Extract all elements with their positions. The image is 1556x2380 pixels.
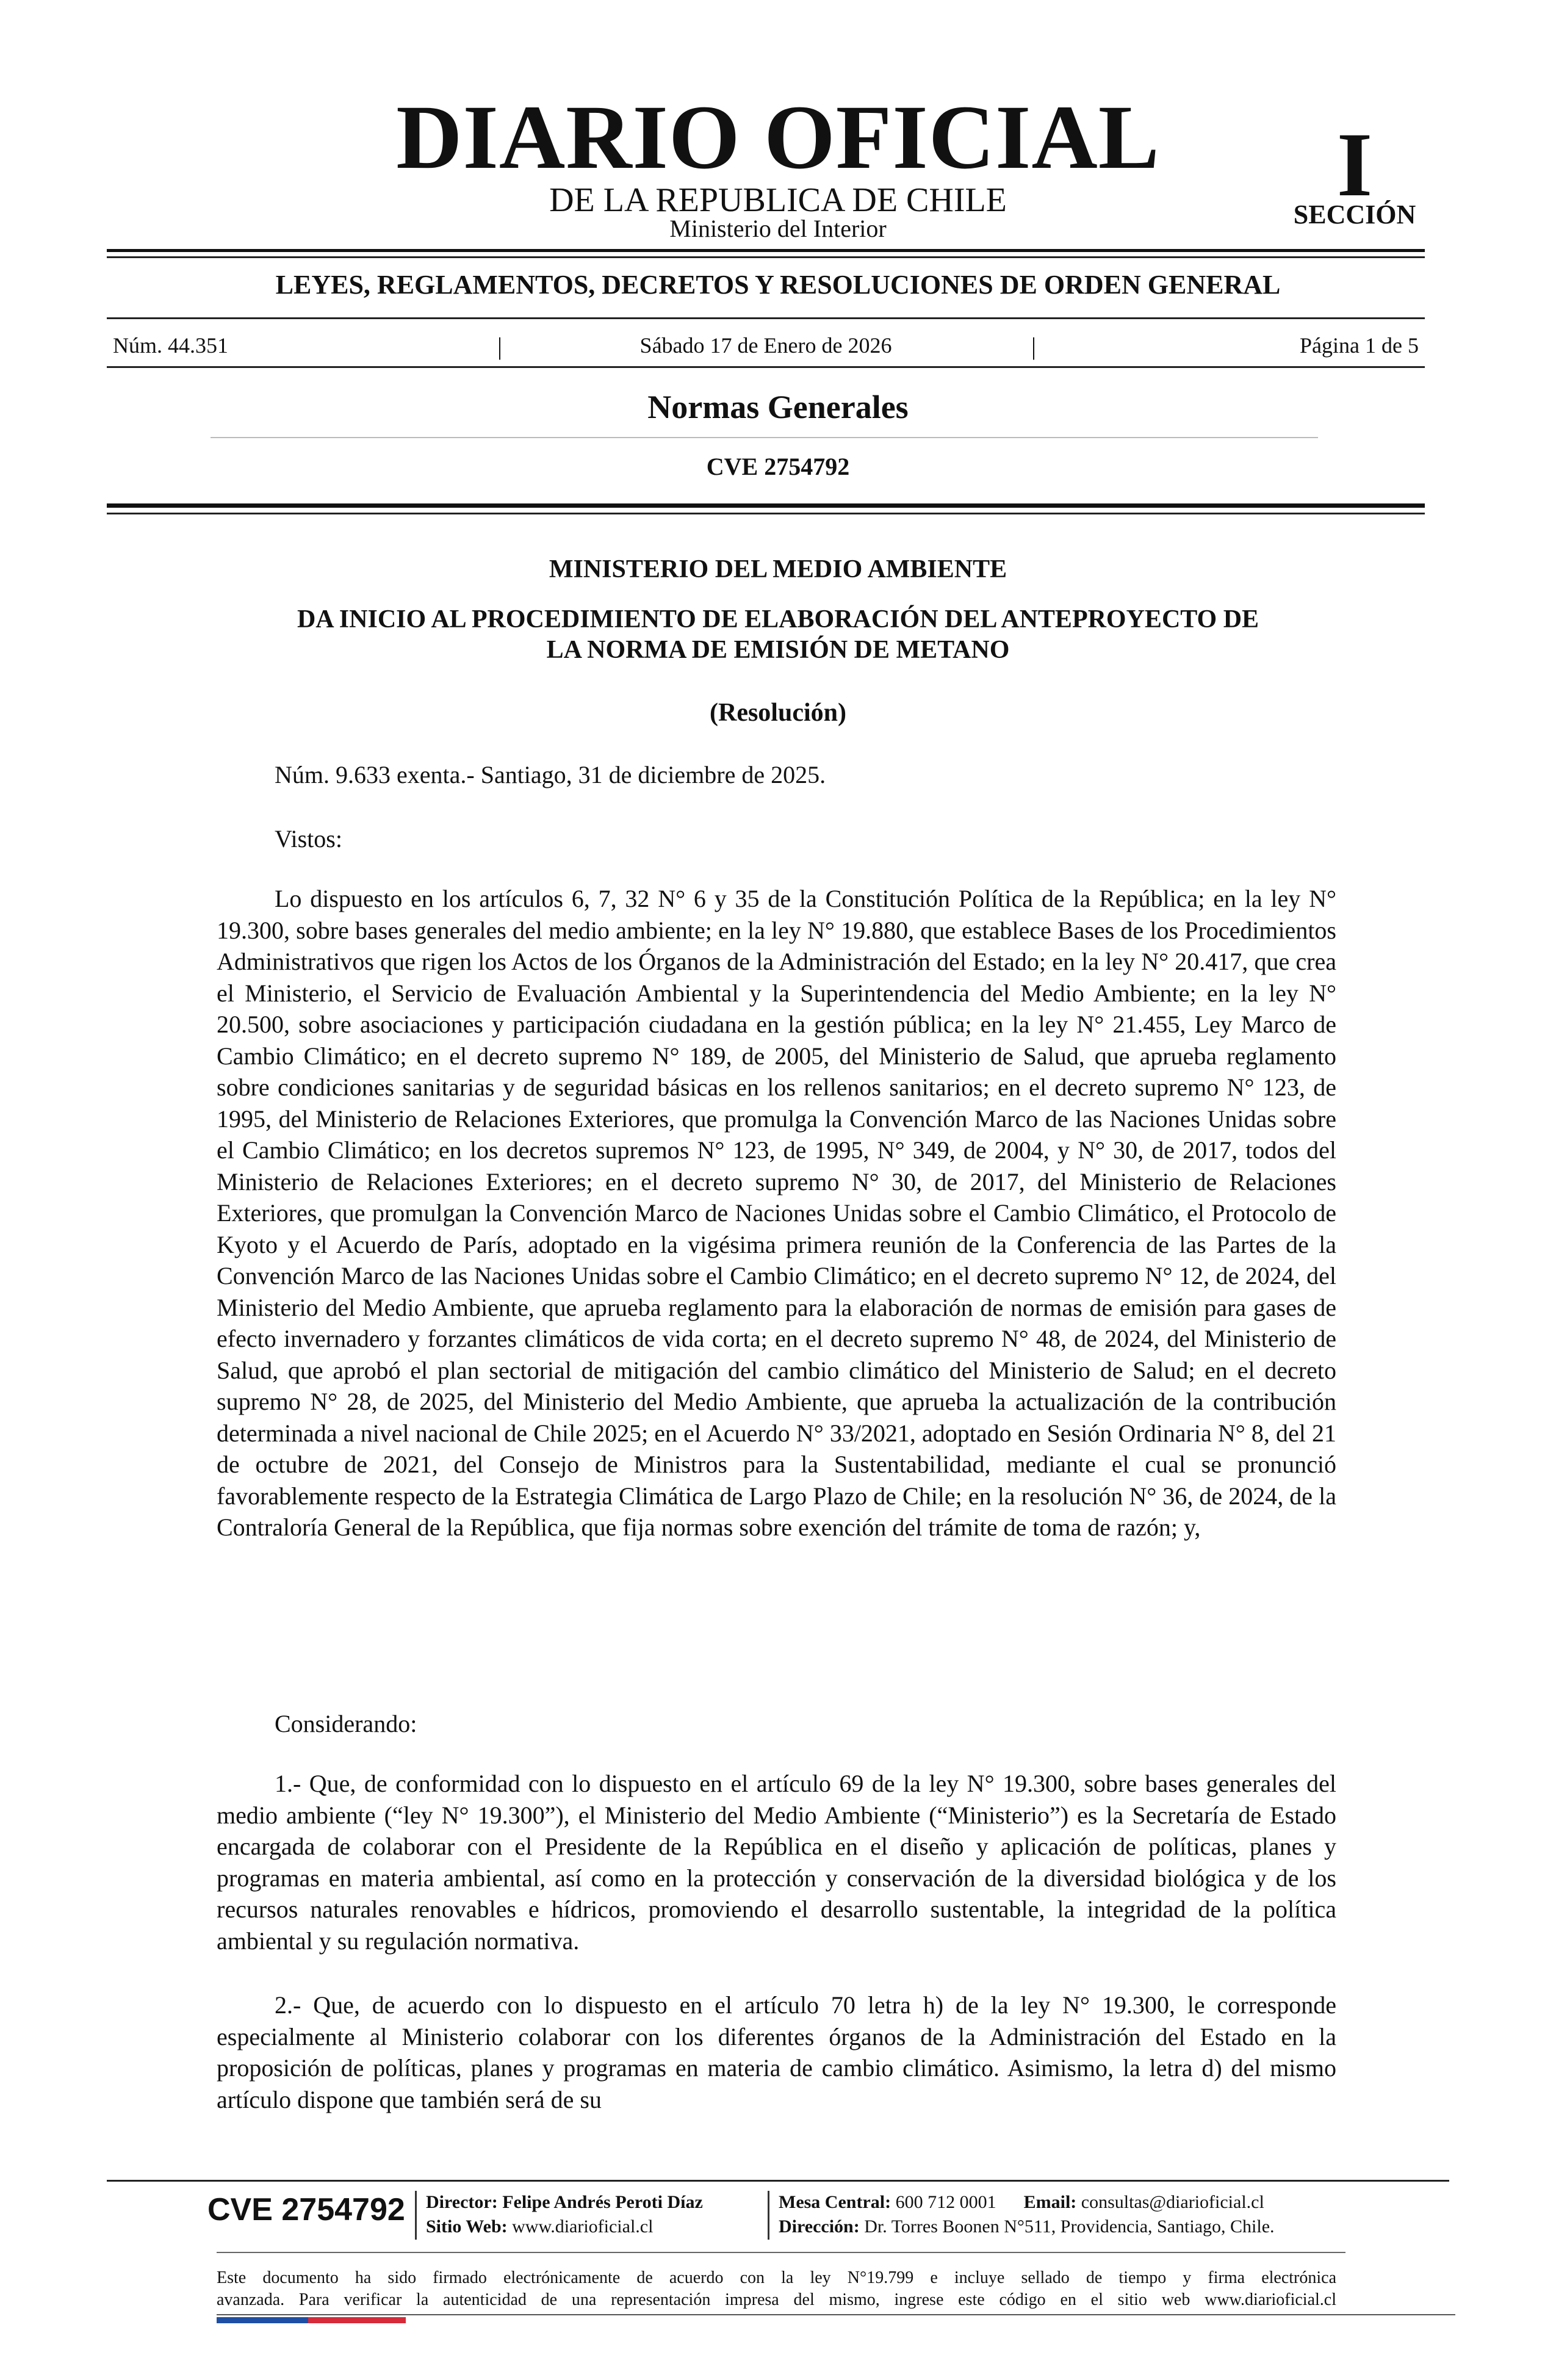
footer-rule-bottom [217,2314,1455,2315]
note-line-1: Este documento ha sido firmado electrónicamente de acuerdo con la ley N°19.799 e incluye sellado de tiempo y firma electrónica [217,2268,1336,2287]
footer-verification-note [217,2267,1336,2311]
footer-divider [768,2191,769,2240]
page-indicator: Página 1 de 5 [1300,333,1419,358]
email-label: Email: [1023,2192,1077,2212]
header-rule-thin [107,513,1425,514]
note-line-2: avanzada. Para verificar la autenticidad de una representación impresa del mismo, ingrese este código en el sitio web www.diarioficial.cl [217,2290,1336,2309]
meta-separator: | [497,333,503,360]
masthead-subtitle: DE LA REPUBLICA DE CHILE [549,181,1007,219]
considerando-paragraph-1: 1.- Que, de conformidad con lo dispuesto en el artículo 69 de la ley N° 19.300, sobre bases generales del medio ambiente (“ley N° 19.300”), el Ministerio del Medio Ambiente (“Ministerio”) es la Secretaría de Estado encargada de colaborar con el Presidente de la República en el diseño y aplicación de políticas, planes y programas en materia ambiental, así como en la protección y conservación de la diversidad biológica y de los recursos naturales renovables e hídricos, promoviendo el desarrollo sustentable, la integridad de la política ambiental y su regulación normativa. [217,1770,1336,1955]
footer-address [779,2215,1275,2238]
footer-rule-top [107,2180,1449,2182]
email-link[interactable]: consultas@diarioficial.cl [1081,2192,1264,2212]
cve-code: CVE 2754792 [706,453,850,480]
director-label: Director: [426,2192,498,2212]
considerando-label: Considerando: [275,1710,417,1737]
resolution-number: Núm. 9.633 exenta.- Santiago, 31 de diciembre de 2025. [275,761,826,788]
masthead-title: DIARIO OFICIAL [396,87,1160,188]
section-number: I [1336,114,1373,215]
address-value: Dr. Torres Boonen N°511, Providencia, Santiago, Chile. [864,2216,1275,2237]
footer-cve-code: CVE 2754792 [207,2192,405,2227]
meta-rule-top [107,317,1425,319]
website-label: Sitio Web: [426,2216,508,2237]
issue-number: Núm. 44.351 [113,333,228,358]
phone-value: 600 712 0001 [895,2192,996,2212]
section-title: Normas Generales [647,389,909,425]
footer-website [426,2215,653,2238]
flag-stripe-blue [217,2317,308,2323]
header-rule-thick [107,503,1425,508]
footer-divider [415,2191,417,2240]
masthead-rule-thick [107,249,1425,252]
document-ministry: MINISTERIO DEL MEDIO AMBIENTE [549,555,1007,583]
address-label: Dirección: [779,2216,860,2237]
issue-date: Sábado 17 de Enero de 2026 [639,333,892,358]
footer-contact [779,2191,1264,2214]
category-heading: LEYES, REGLAMENTOS, DECRETOS Y RESOLUCIONES DE ORDEN GENERAL [275,270,1281,300]
vistos-label: Vistos: [275,825,342,853]
masthead-rule-thin [107,256,1425,258]
document-type: (Resolución) [710,699,846,727]
footer-director [426,2191,703,2214]
footer-rule-mid [217,2252,1345,2253]
document-title-line1: DA INICIO AL PROCEDIMIENTO DE ELABORACIÓN DEL ANTEPROYECTO DE [297,605,1259,633]
section-label: SECCIÓN [1293,200,1416,229]
website-link[interactable]: www.diarioficial.cl [512,2216,654,2237]
meta-rule-bottom [107,366,1425,368]
section-title-rule [211,437,1318,438]
vistos-paragraph: Lo dispuesto en los artículos 6, 7, 32 N° 6 y 35 de la Constitución Política de la República; en la ley N° 19.300, sobre bases generales del medio ambiente; en la ley N° 19.880, que establece Bases de los Procedimientos Administrativos que rigen los Actos de los Órganos de la Administración del Estado; en la ley N° 20.417, que crea el Ministerio, el Servicio de Evaluación Ambiental y la Superintendencia del Medio Ambiente; en la ley N° 20.500, sobre asociaciones y participación ciudadana en la gestión pública; en la ley N° 21.455, Ley Marco de Cambio Climático; en el decreto supremo N° 189, de 2005, del Ministerio de Salud, que aprueba reglamento sobre condiciones sanitarias y de seguridad básicas en los rellenos sanitarios; en el decreto supremo N° 123, de 1995, del Ministerio de Relaciones Exteriores, que promulga la Convención Marco de las Naciones Unidas sobre el Cambio Climático; en los decretos supremos N° 123, de 1995, N° 349, de 2004, y N° 30, de 2017, todos del Ministerio de Relaciones Exteriores; en el decreto supremo N° 30, de 2017, del Ministerio de Relaciones Exteriores, que promulgan la Convención Marco de Naciones Unidas sobre el Cambio Climático, el Protocolo de Kyoto y el Acuerdo de París, adoptado en la vigésima primera reunión de la Conferencia de las Partes de la Convención Marco de las Naciones Unidas sobre el Cambio Climático; en el decreto supremo N° 12, de 2024, del Ministerio del Medio Ambiente, que aprueba reglamento para la elaboración de normas de emisión para gases de efecto invernadero y forzantes climáticos de vida corta; en el decreto supremo N° 48, de 2024, del Ministerio de Salud, que aprobó el plan sectorial de mitigación del cambio climático del Ministerio de Salud; en el decreto supremo N° 28, de 2025, del Ministerio del Medio Ambiente, que aprueba la actualización de la contribución determinada a nivel nacional de Chile 2025; en el Acuerdo N° 33/2021, adoptado en Sesión Ordinaria N° 8, del 21 de octubre de 2021, del Consejo de Ministros para la Sustentabilidad, mediante el cual se pronunció favorablemente respecto de la Estrategia Climática de Largo Plazo de Chile; en la resolución N° 36, de 2024, de la Contraloría General de la República, que fija normas sobre exención del trámite de toma de razón; y, [217,885,1336,1541]
phone-label: Mesa Central: [779,2192,891,2212]
flag-stripe-red [308,2317,406,2323]
document-title-line2: LA NORMA DE EMISIÓN DE METANO [546,636,1010,664]
considerando-paragraph-2: 2.- Que, de acuerdo con lo dispuesto en el artículo 70 letra h) de la ley N° 19.300, le corresponde especialmente al Ministerio colaborar con los diferentes órganos de la Administración del Estado en la proposición de políticas, planes y programas en materia de cambio climático. Asimismo, la letra d) del mismo artículo dispone que también será de su [217,1991,1336,2113]
meta-separator: | [1031,333,1037,360]
director-name: Felipe Andrés Peroti Díaz [502,2192,703,2212]
masthead-ministry: Ministerio del Interior [669,215,887,242]
